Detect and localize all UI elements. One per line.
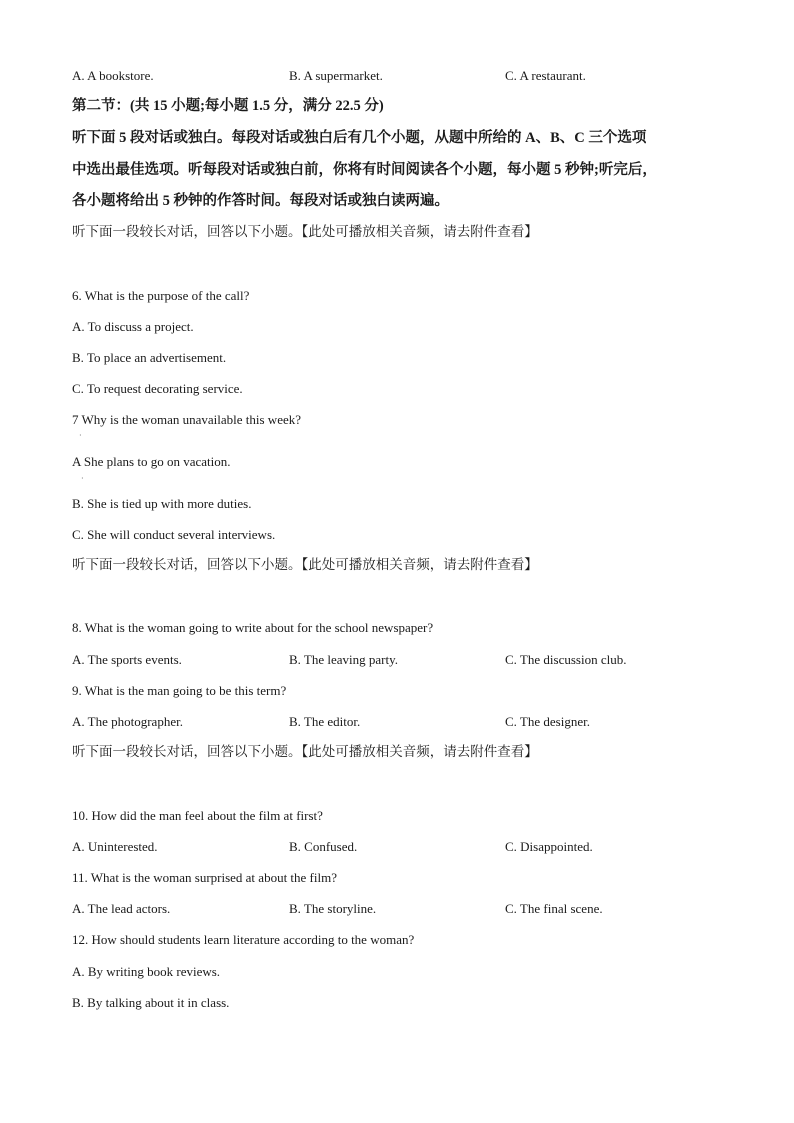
section-instruction-line: 中选出最佳选项。听每段对话或独白前，你将有时间阅读各个小题，每小题 5 秒钟;听完后， — [72, 162, 657, 178]
stray-dot-mark: · — [81, 474, 84, 483]
q7-option-c: C. She will conduct several interviews. — [72, 527, 276, 542]
q12-option-b: B. By talking about it in class. — [72, 995, 230, 1010]
q5-option-a: A. A bookstore. — [72, 68, 154, 83]
q11-option-b: B. The storyline. — [289, 901, 377, 916]
q10-option-c: C. Disappointed. — [505, 839, 593, 854]
audio-note: 听下面一段较长对话，回答以下小题。【此处可播放相关音频，请去附件查看】 — [72, 224, 538, 239]
q6-option-b: B. To place an advertisement. — [72, 350, 227, 365]
q11-option-c: C. The final scene. — [505, 901, 603, 916]
question-10: 10. How did the man feel about the film at first? — [72, 808, 323, 823]
q10-option-b: B. Confused. — [289, 839, 358, 854]
question-11: 11. What is the woman surprised at about the film? — [72, 870, 337, 885]
q8-option-c: C. The discussion club. — [505, 652, 627, 667]
stray-dot-mark: · — [79, 431, 82, 440]
q8-option-a: A. The sports events. — [72, 652, 182, 667]
q9-option-a: A. The photographer. — [72, 714, 183, 729]
question-9: 9. What is the man going to be this term? — [72, 683, 287, 698]
q8-option-b: B. The leaving party. — [289, 652, 399, 667]
section-title: 第二节：(共 15 小题;每小题 1.5 分，满分 22.5 分) — [72, 98, 384, 114]
q10-option-a: A. Uninterested. — [72, 839, 158, 854]
q5-option-c: C. A restaurant. — [505, 68, 586, 83]
audio-note: 听下面一段较长对话，回答以下小题。【此处可播放相关音频，请去附件查看】 — [72, 557, 538, 572]
question-12: 12. How should students learn literature according to the woman? — [72, 932, 415, 947]
q7-option-b: B. She is tied up with more duties. — [72, 496, 252, 511]
q12-option-a: A. By writing book reviews. — [72, 964, 221, 979]
section-instruction-line: 听下面 5 段对话或独白。每段对话或独白后有几个小题，从题中所给的 A、B、C 三个选项 — [72, 130, 647, 146]
question-7: 7 Why is the woman unavailable this week? — [72, 412, 302, 427]
question-6: 6. What is the purpose of the call? — [72, 288, 250, 303]
question-8: 8. What is the woman going to write about for the school newspaper? — [72, 620, 434, 635]
q11-option-a: A. The lead actors. — [72, 901, 171, 916]
q6-option-c: C. To request decorating service. — [72, 381, 243, 396]
q9-option-b: B. The editor. — [289, 714, 361, 729]
q9-option-c: C. The designer. — [505, 714, 590, 729]
q6-option-a: A. To discuss a project. — [72, 319, 194, 334]
audio-note: 听下面一段较长对话，回答以下小题。【此处可播放相关音频，请去附件查看】 — [72, 744, 538, 759]
q5-option-b: B. A supermarket. — [289, 68, 383, 83]
section-instruction-line: 各小题将给出 5 秒钟的作答时间。每段对话或独白读两遍。 — [72, 193, 449, 209]
q7-option-a: A She plans to go on vacation. — [72, 454, 231, 469]
